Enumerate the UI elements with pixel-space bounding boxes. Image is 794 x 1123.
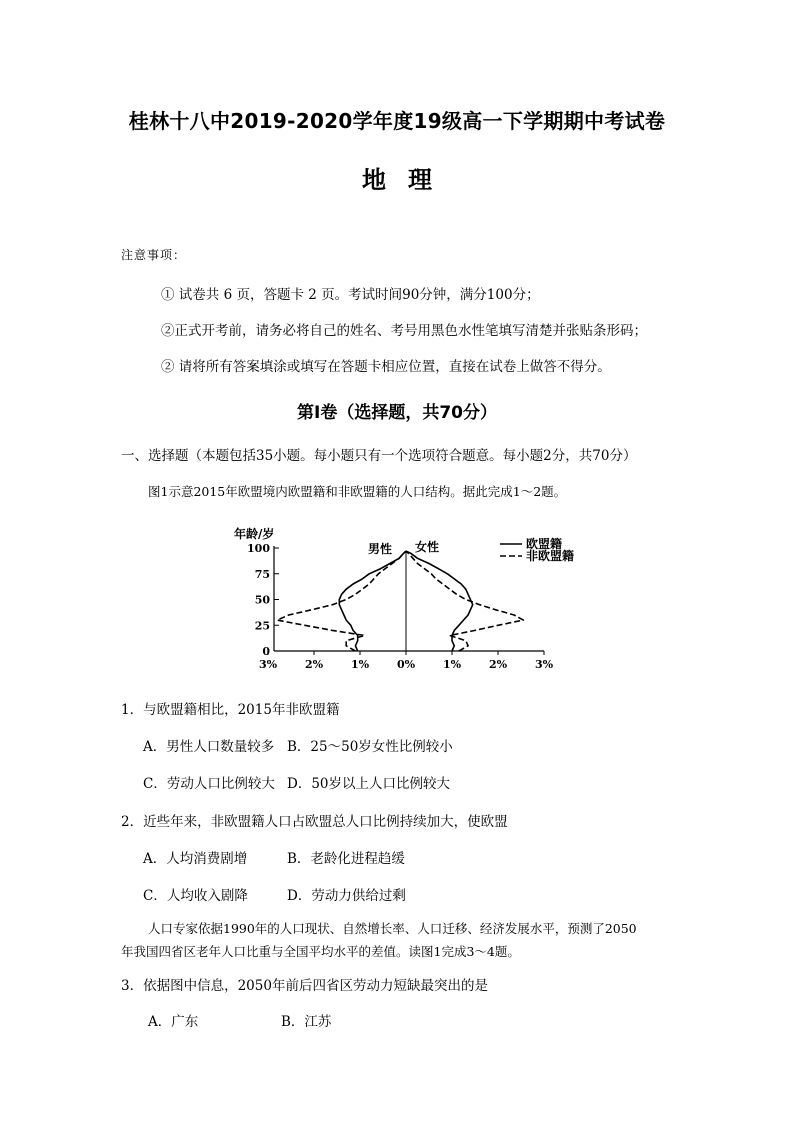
question-2-option-c[interactable]: C．人均收入剧降	[143, 888, 248, 904]
passage-line: 年我国四省区老年人口比重与全国平均水平的差值。读图1完成3～4题。	[121, 944, 520, 959]
note-item: ②正式开考前，请务必将自己的姓名、考号用黑色水性笔填写清楚并张贴条形码；	[161, 323, 647, 339]
male-label: 男性	[368, 542, 393, 556]
y-tick-label: 0	[262, 645, 270, 658]
y-axis-label: 年龄/岁	[234, 527, 275, 541]
y-tick-label: 100	[247, 542, 270, 555]
notes-heading: 注意事项：	[121, 248, 187, 262]
question-2-option-a[interactable]: A．人均消费剧增	[143, 851, 248, 867]
y-tick-label: 50	[254, 593, 270, 607]
x-tick-label: 3%	[534, 658, 554, 671]
legend-label-eu: 欧盟籍	[526, 537, 563, 551]
note-item: ① 试卷共 6 页，答题卡 2 页。考试时间90分钟，满分100分；	[161, 287, 540, 303]
question-1-option-c[interactable]: C．劳动人口比例较大	[143, 776, 275, 792]
y-tick-label: 75	[254, 567, 270, 581]
y-tick-label: 25	[254, 619, 270, 633]
question-1-stem: 1．与欧盟籍相比，2015年非欧盟籍	[121, 702, 340, 718]
question-2-option-b[interactable]: B．老龄化进程趋缓	[287, 851, 405, 867]
x-tick-label: 2%	[488, 658, 508, 671]
question-2-option-d[interactable]: D．劳动力供给过剩	[287, 888, 406, 904]
legend-label-non-eu: 非欧盟籍	[526, 549, 575, 563]
x-tick-label: 0%	[396, 658, 416, 671]
non-eu-female-series-line	[406, 551, 523, 651]
section-instruction: 一、选择题（本题包括35小题。每小题只有一个选项符合题意。每小题2分，共70分）	[121, 448, 637, 464]
question-1-option-a[interactable]: A．男性人口数量较多	[143, 739, 275, 755]
question-3-stem: 3．依据图中信息，2050年前后四省区劳动力短缺最突出的是	[121, 978, 488, 994]
question-2-stem: 2．近些年来，非欧盟籍人口占欧盟总人口比例持续加大，使欧盟	[121, 814, 508, 830]
passage-line: 人口专家依据1990年的人口现状、自然增长率、人口迁移、经济发展水平，预测了2050	[148, 921, 637, 936]
question-3-option-a[interactable]: A．广东	[148, 1014, 199, 1030]
x-tick-label: 1%	[350, 658, 370, 671]
x-tick-label: 3%	[258, 658, 278, 671]
figure-intro: 图1示意2015年欧盟境内欧盟籍和非欧盟籍的人口结构。据此完成1～2题。	[148, 484, 567, 499]
question-3-option-b[interactable]: B．江苏	[281, 1014, 332, 1030]
question-1-option-d[interactable]: D．50岁以上人口比例较大	[287, 776, 451, 792]
x-tick-label: 1%	[442, 658, 462, 671]
section-title: 第I卷（选择题，共70分）	[297, 403, 497, 423]
note-item: ② 请将所有答案填涂或填写在答题卡相应位置，直接在试卷上做答不得分。	[161, 359, 611, 375]
population-pyramid-chart	[228, 518, 598, 674]
question-1-option-b[interactable]: B．25～50岁女性比例较小	[287, 739, 453, 755]
x-tick-label: 2%	[304, 658, 324, 671]
exam-title: 桂林十八中2019-2020学年度19级高一下学期期中考试卷	[128, 109, 666, 133]
eu-male-series-line	[339, 551, 406, 651]
female-label: 女性	[415, 540, 440, 554]
subject-title: 地理	[362, 166, 454, 194]
eu-female-series-line	[406, 551, 473, 651]
